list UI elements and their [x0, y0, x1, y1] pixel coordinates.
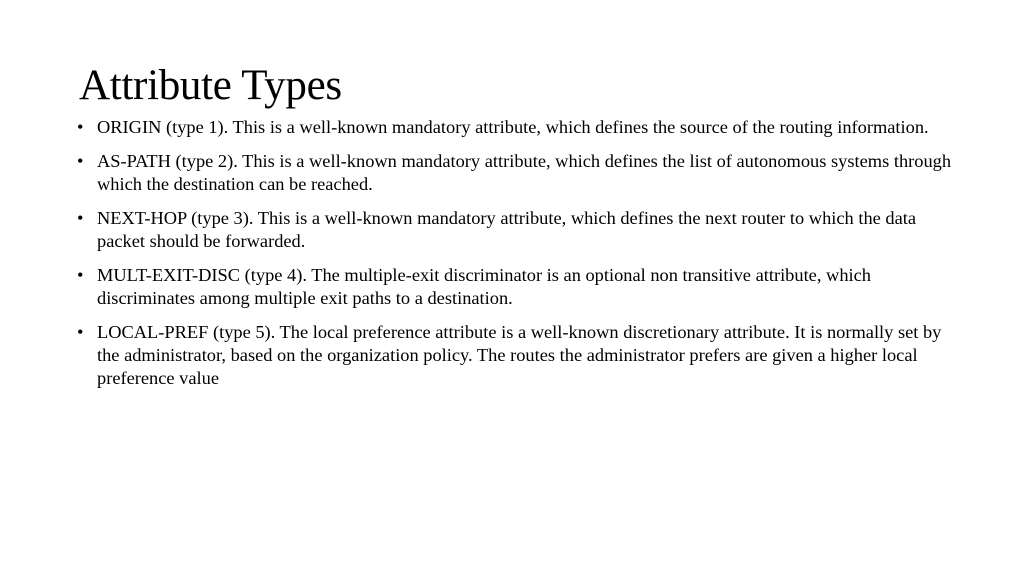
bullet-next-hop [77, 207, 957, 253]
bullet-dot-icon: • [77, 208, 84, 228]
bullet-as-path [77, 150, 957, 196]
bullet-dot-icon: • [77, 151, 84, 171]
bullet-text: LOCAL-PREF (type 5). The local preference attribute is a well-known discretionary attribute. It is normally set by the administrator, based on the organization policy. The routes the administrator prefers are given a higher local preference value [97, 322, 942, 388]
bullet-text: ORIGIN (type 1). This is a well-known mandatory attribute, which defines the source of the routing information. [97, 117, 929, 137]
bullet-local-pref [77, 321, 957, 390]
bullet-dot-icon: • [77, 322, 84, 342]
bullet-text: AS-PATH (type 2). This is a well-known mandatory attribute, which defines the list of autonomous systems through which the destination can be reached. [97, 151, 952, 194]
bullet-dot-icon: • [77, 265, 84, 285]
bullet-list [77, 116, 957, 401]
bullet-mult-exit-disc [77, 264, 957, 310]
bullet-dot-icon: • [77, 117, 84, 137]
bullet-origin [77, 116, 957, 139]
slide-title: Attribute Types [79, 62, 342, 109]
bullet-text: NEXT-HOP (type 3). This is a well-known mandatory attribute, which defines the next router to which the data packet should be forwarded. [97, 208, 917, 251]
bullet-text: MULT-EXIT-DISC (type 4). The multiple-exit discriminator is an optional non transitive attribute, which discriminates among multiple exit paths to a destination. [97, 265, 871, 308]
